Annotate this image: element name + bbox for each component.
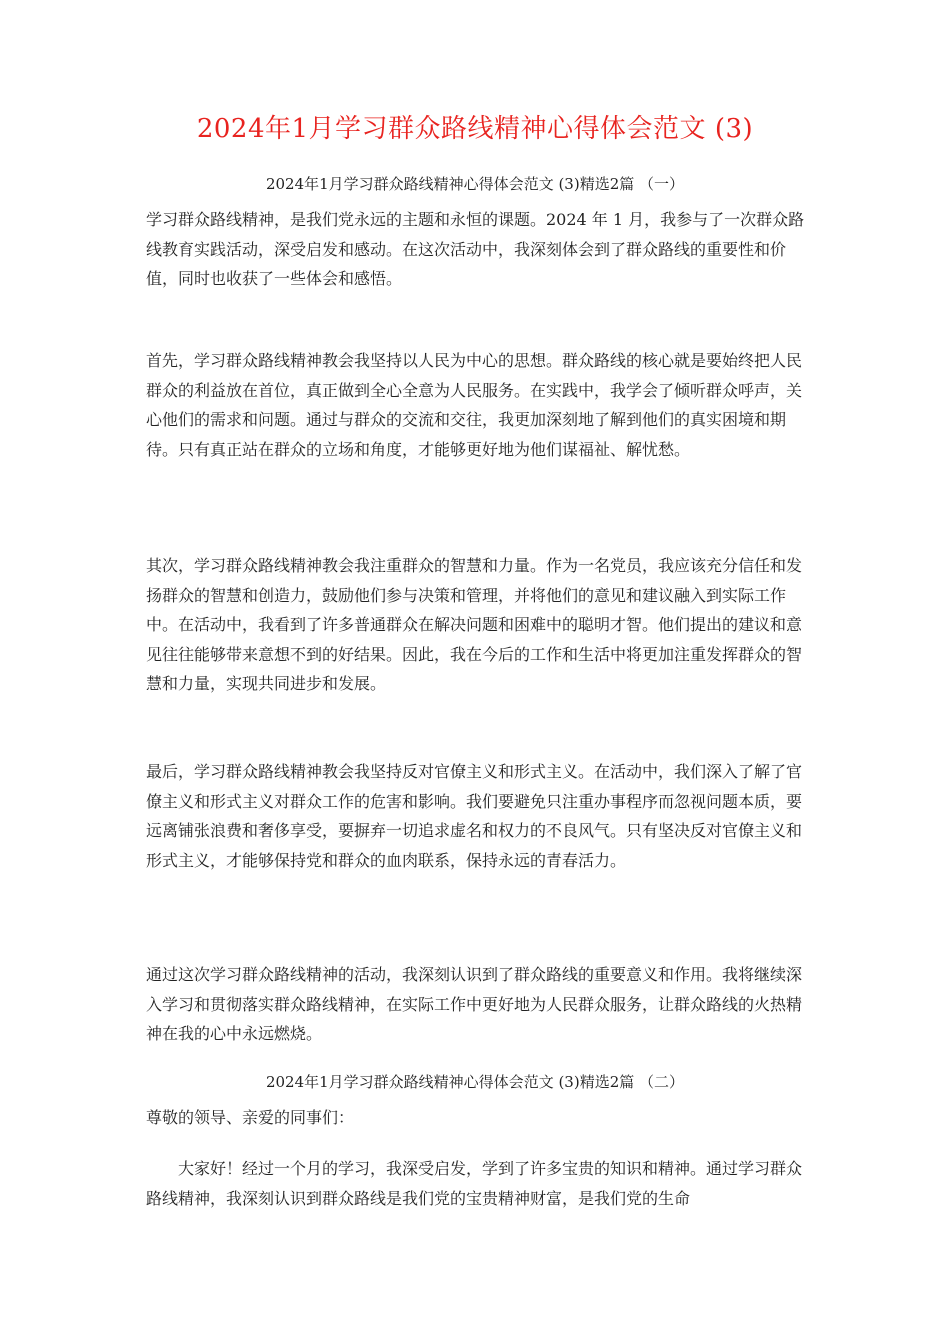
paragraph-6: 大家好！经过一个月的学习，我深受启发，学到了许多宝贵的知识和精神。通过学习群众路线精神，我深刻认识到群众路线是我们党的宝贵精神财富，是我们党的生命 [146,1159,803,1208]
section-heading-2: 2024年1月学习群众路线精神心得体会范文 (3)精选2篇 （二） [265,1073,685,1091]
paragraph-1: 学习群众路线精神，是我们党永远的主题和永恒的课题。2024 年 1 月，我参与了一次群众路线教育实践活动，深受启发和感动。在这次活动中，我深刻体会到了群众路线的重要性和价值，同时也收获了一些体会和感悟。 [146,210,805,288]
paragraph-2: 首先，学习群众路线精神教会我坚持以人民为中心的思想。群众路线的核心就是要始终把人民群众的利益放在首位，真正做到全心全意为人民服务。在实践中，我学会了倾听群众呼声，关心他们的需求和问题。通过与群众的交流和交往，我更加深刻地了解到他们的真实困境和期待。只有真正站在群众的立场和角度，才能够更好地为他们谋福祉、解忧愁。 [146,351,803,459]
paragraph-3: 其次，学习群众路线精神教会我注重群众的智慧和力量。作为一名党员，我应该充分信任和发扬群众的智慧和创造力，鼓励他们参与决策和管理，并将他们的意见和建议融入到实际工作中。在活动中，我看到了许多普通群众在解决问题和困难中的聪明才智。他们提出的建议和意见往往能够带来意想不到的好结果。因此，我在今后的工作和生活中将更加注重发挥群众的智慧和力量，实现共同进步和发展。 [146,556,803,693]
greeting: 尊敬的领导、亲爱的同事们： [146,1108,355,1127]
paragraph-5: 通过这次学习群众路线精神的活动，我深刻认识到了群众路线的重要意义和作用。我将继续深入学习和贯彻落实群众路线精神，在实际工作中更好地为人民群众服务，让群众路线的火热精神在我的心中永远燃烧。 [146,965,803,1043]
document-title: 2024年1月学习群众路线精神心得体会范文 (3) [196,114,754,144]
paragraph-4: 最后，学习群众路线精神教会我坚持反对官僚主义和形式主义。在活动中，我们深入了解了官僚主义和形式主义对群众工作的危害和影响。我们要避免只注重办事程序而忽视问题本质，要远离铺张浪费和奢侈享受，要摒弃一切追求虚名和权力的不良风气。只有坚决反对官僚主义和形式主义，才能够保持党和群众的血肉联系，保持永远的青春活力。 [146,762,803,870]
section-heading-1: 2024年1月学习群众路线精神心得体会范文 (3)精选2篇 （一） [265,175,685,193]
